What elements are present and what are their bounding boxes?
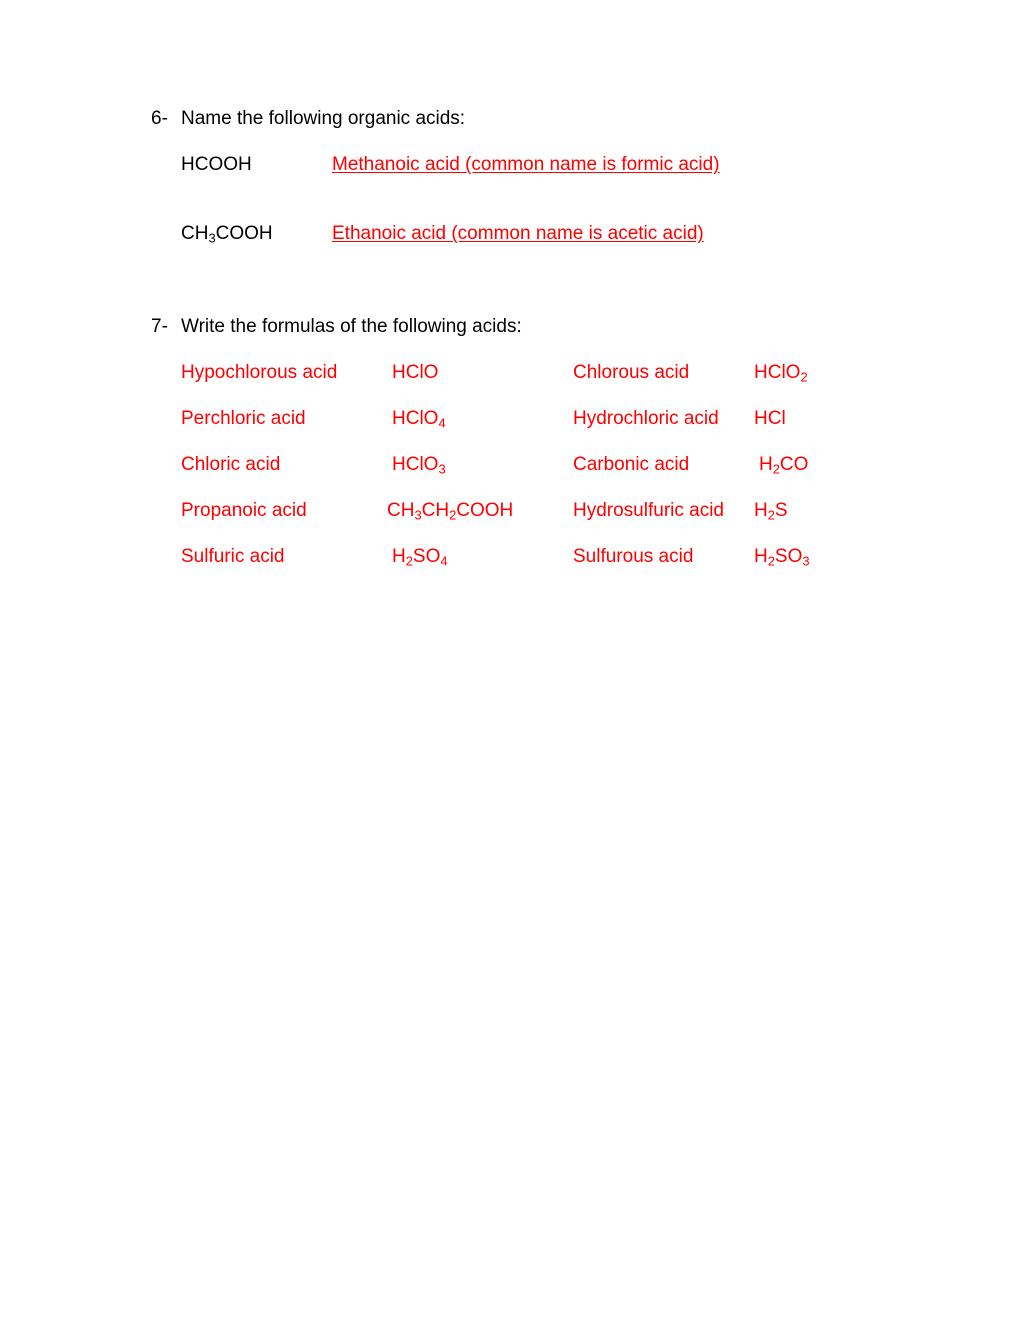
acid-name: Propanoic acid bbox=[181, 500, 307, 521]
question-6-prompt: Name the following organic acids: bbox=[181, 108, 466, 129]
acid-name: Chloric acid bbox=[181, 454, 281, 475]
q6-formula-1: HCOOH bbox=[181, 154, 252, 175]
q6-formula-2: $CH_3COOH$ bbox=[181, 223, 273, 246]
acid-formula: HClO bbox=[392, 362, 439, 383]
acid-name: Sulfurous acid bbox=[573, 546, 694, 567]
acid-formula: $H_2SO_3$ bbox=[754, 546, 810, 569]
acid-formula: $H_2CO$ bbox=[759, 454, 809, 477]
acid-formula: $H_2S$ bbox=[754, 500, 788, 523]
question-6-number: 6- bbox=[151, 108, 168, 129]
acid-formula: HClO$_4$ bbox=[392, 408, 446, 431]
acid-name: Carbonic acid bbox=[573, 454, 690, 475]
acid-name: Chlorous acid bbox=[573, 362, 690, 383]
acid-name: Hydrosulfuric acid bbox=[573, 500, 724, 521]
acid-formula: HCl bbox=[754, 408, 786, 429]
acid-formula: HClO$_3$ bbox=[392, 454, 446, 477]
q6-answer-2: Ethanoic acid (common name is acetic acid) bbox=[332, 223, 704, 244]
q6-answer-1: Methanoic acid (common name is formic acid) bbox=[332, 154, 720, 175]
acid-formula: HClO$_2$ bbox=[754, 362, 808, 385]
acid-name: Perchloric acid bbox=[181, 408, 306, 429]
question-7-number: 7- bbox=[151, 316, 168, 337]
acid-name: Sulfuric acid bbox=[181, 546, 285, 567]
question-7-prompt: Write the formulas of the following acids: bbox=[181, 316, 522, 337]
acid-formula: $H_2SO_4$ bbox=[392, 546, 448, 569]
acid-formula: $CH_3CH_2COOH$ bbox=[387, 500, 514, 523]
acid-name: Hypochlorous acid bbox=[181, 362, 338, 383]
acid-name: Hydrochloric acid bbox=[573, 408, 719, 429]
